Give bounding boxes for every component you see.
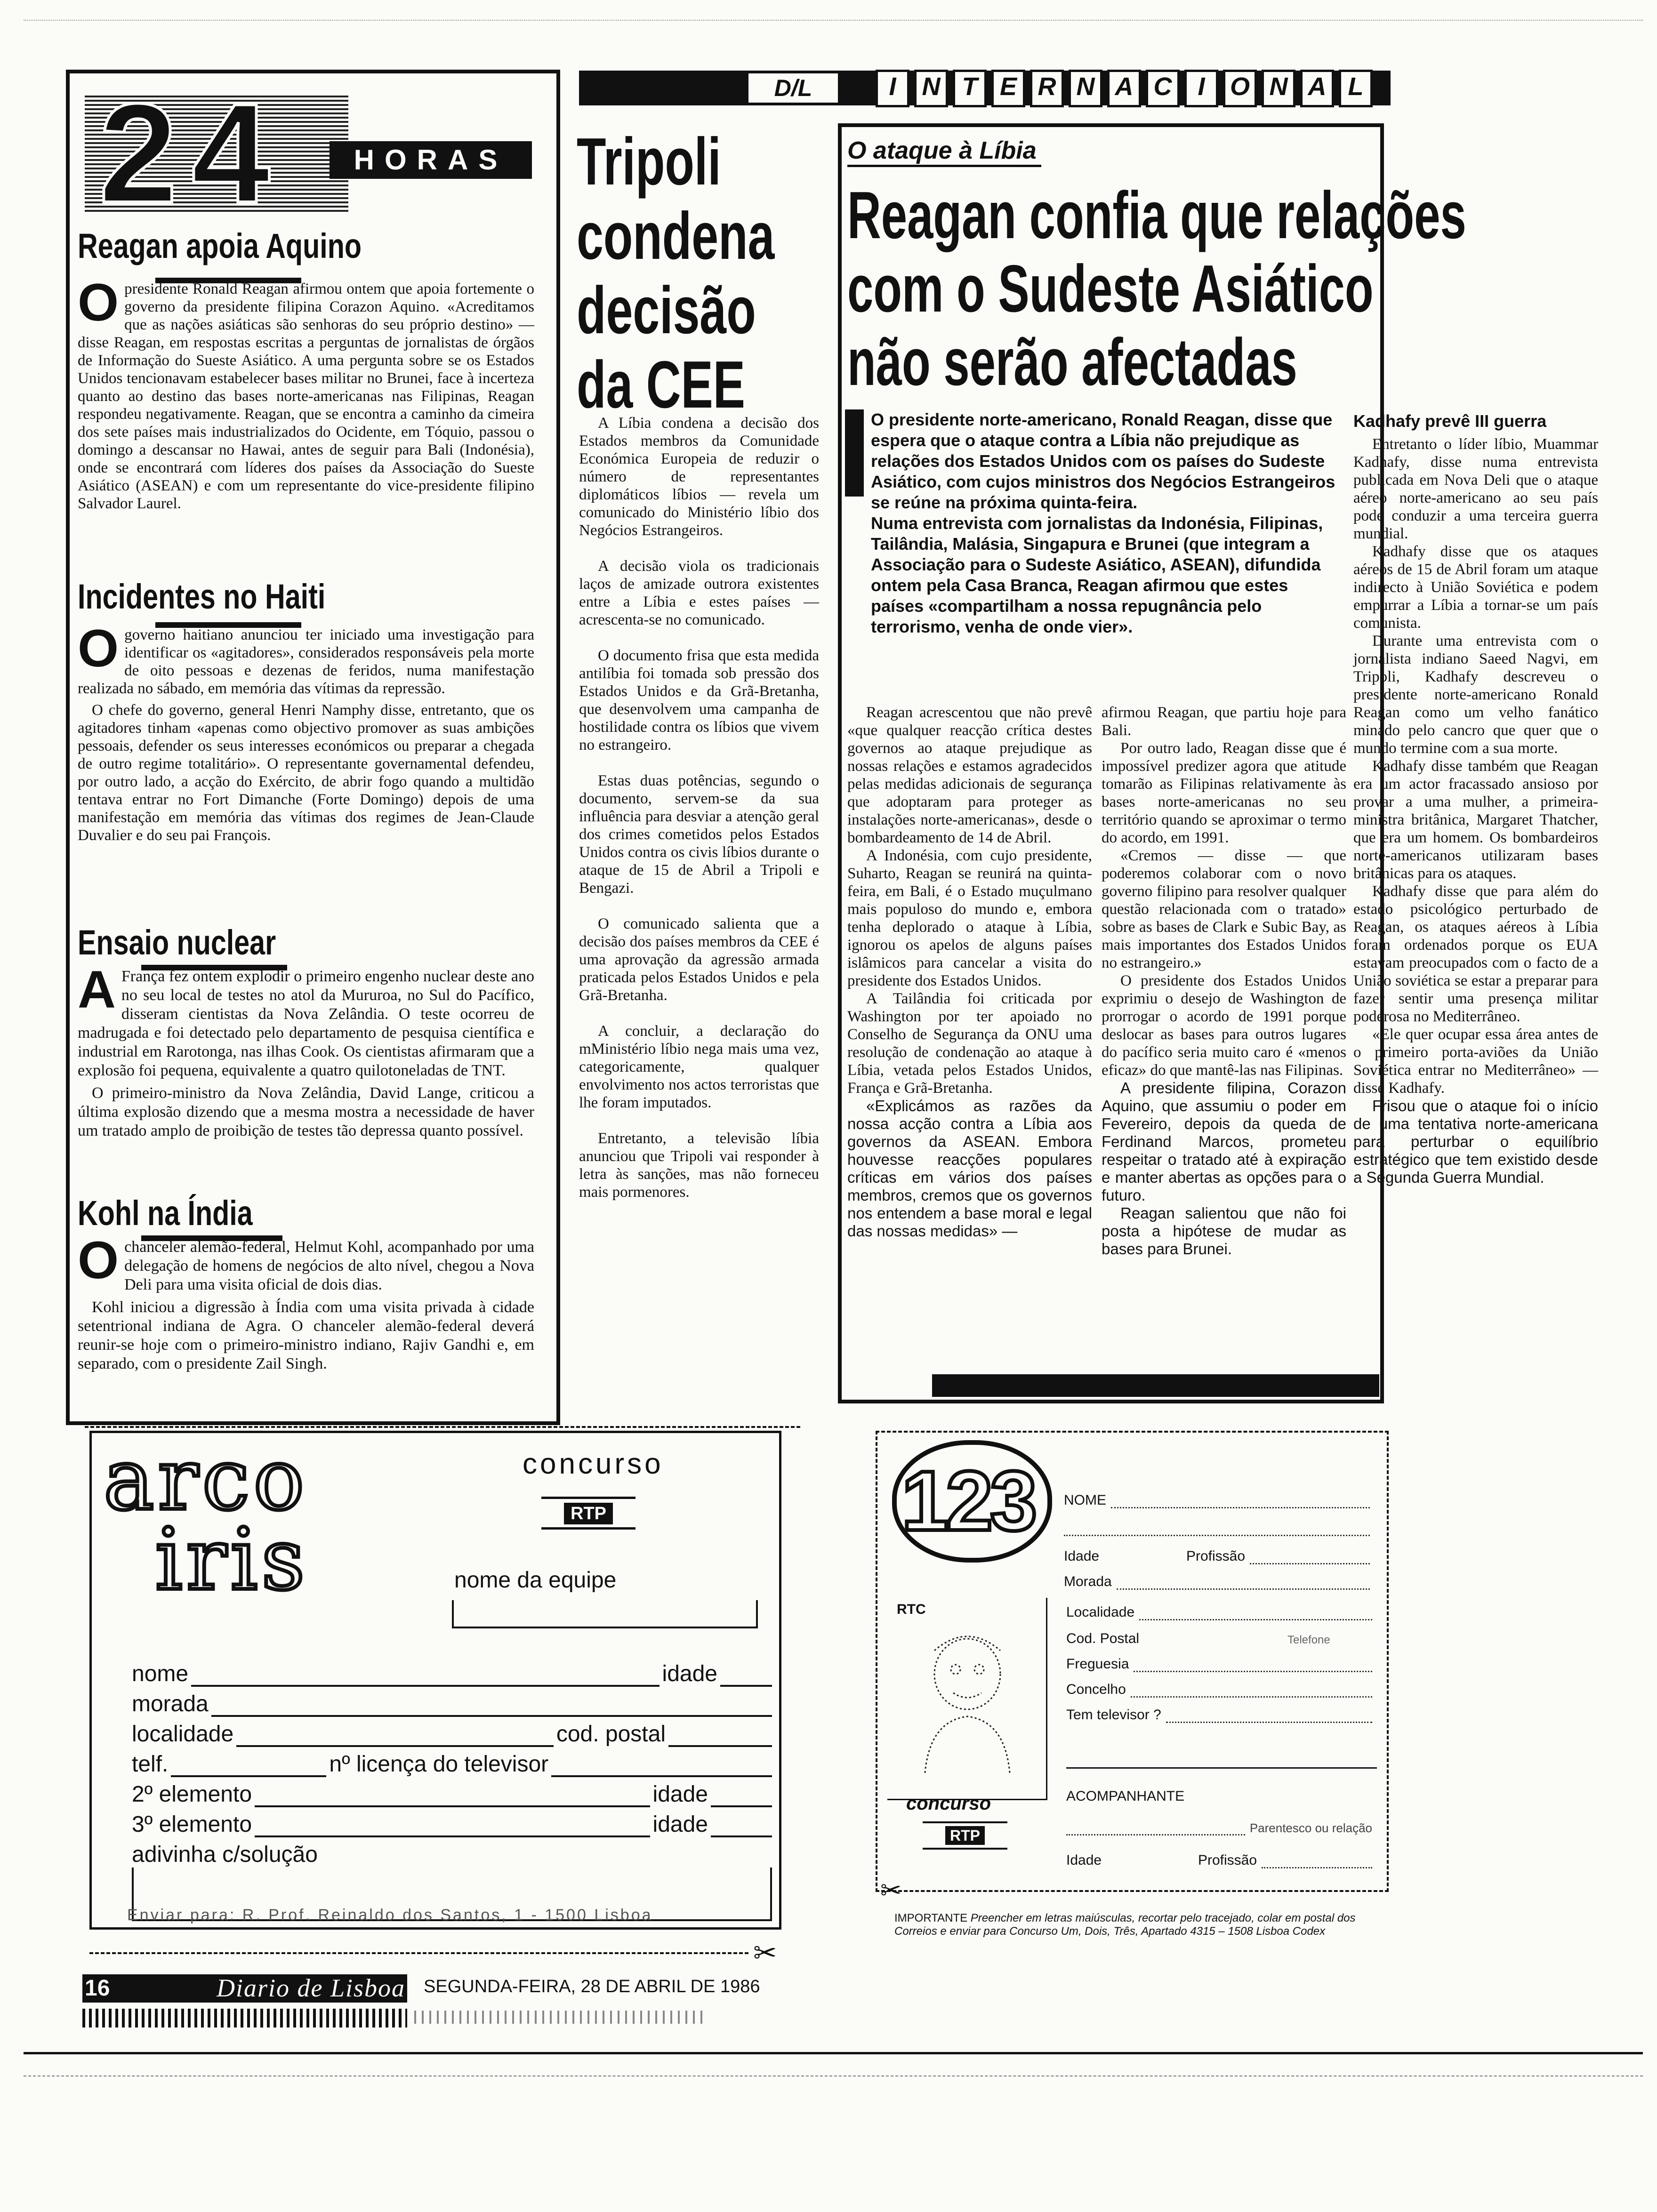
coupon-important: [894, 1912, 1365, 1938]
arco-cut-line: [85, 1426, 800, 1428]
field-label: localidade: [132, 1722, 234, 1747]
page-number: 16: [85, 1976, 110, 2001]
headline-line: não serão afectadas: [847, 325, 1297, 400]
rtp-logo: [541, 1497, 635, 1530]
field-label: idade: [652, 1812, 708, 1837]
footer-decor-left: [82, 2009, 407, 2028]
banner-letter: O: [1223, 70, 1257, 107]
banner-letter: I: [1184, 70, 1218, 107]
banner-letter: A: [1300, 70, 1334, 107]
headline-line: Reagan confia que relações: [847, 178, 1466, 253]
main-paragraph: «Cremos — disse — que poderemos colaborar com o novo governo filipino para resolver qualquer questão relacionada com o tratado» sobre as bases de Clark e Subic Bay, as mais importantes dos Estados Unidos no estrangeiro.»: [1102, 847, 1346, 971]
main-col-1: [847, 704, 1092, 1240]
sidebar-paragraph: Durante uma entrevista com o jornalista indiano Saeed Nagvi, em Tripoli, Kadhafy descreveu o presidente norte-americano Ronald Reagan como um velho fanático minado pelo cancro que quer que o mundo termine com a sua morte.: [1353, 633, 1598, 757]
profession-input[interactable]: [1262, 1857, 1372, 1868]
age-input[interactable]: [711, 1787, 772, 1807]
scissors-icon: ✂: [880, 1876, 902, 1905]
form-row: [132, 1837, 772, 1867]
headline-line: condena: [577, 199, 775, 273]
article-text: Kohl iniciou a digressão à Índia com uma visita privada à cidade setentrional indiana de Agra. O chanceler alemão-federal deverá reunir-se hoje com o primeiro-ministro indiano, Rajiv Gandhi e, em separado, com o presidente Zail Singh.: [78, 1298, 534, 1372]
lead-text: O presidente norte-americano, Ronald Reagan, disse que espera que o ataque contra a Líbia não prejudique as relações dos Estados Unidos com os países do Sudeste Asiático, com cujos ministros dos Negócios Estrangeiros se reúne na próxima quinta-feira.: [871, 410, 1335, 512]
main-col-2: [1102, 704, 1346, 1258]
field-label: Localidade: [1066, 1604, 1135, 1620]
banner-letter: E: [991, 70, 1025, 107]
sidebar-paragraph: Kadhafy disse que os ataques aéreos de 15 de Abril foram um ataque indirecto à União Soviética e podem empurrar a Líbia a tornar-se um país comunista.: [1353, 543, 1598, 632]
name-input-line2[interactable]: [1064, 1508, 1370, 1536]
main-kicker: O ataque à Líbia: [847, 136, 1041, 167]
main-paragraph: O presidente dos Estados Unidos exprimiu o desejo de Washington de prorrogar o acordo de 1991 porque deslocar as bases para outros lugares do pacífico seria muito caro é «menos eficaz» do que mantê-las nas Filipinas.: [1102, 972, 1346, 1079]
form-row: [1066, 1672, 1372, 1698]
article-text: governo haitiano anunciou ter iniciado uma investigação para identificar os «agitadores», considerados responsáveis pela morte de oito pessoas e dezenas de feridos, numa manifestação realizada no sábado, em memória das vítimas da repressão.: [78, 626, 534, 697]
banner-letter: I: [876, 70, 909, 107]
dropcap: O: [78, 1231, 119, 1290]
sidebar-paragraph: Kadhafy disse também que Reagan era um actor fracassado ansioso por provar a uma mulher, a primeira-ministra britânica, Margaret Thatcher, que era um homem. Os bombardeiros norte-americanos utilizaram bases britânicas para os ataques.: [1353, 758, 1598, 882]
sidebar-paragraph: Frisou que o ataque foi o início de uma tentativa norte-americana para perturbar o equilíbrio estratégico que tem existido desde a Segunda Guerra Mundial.: [1353, 1097, 1598, 1186]
companion-input[interactable]: [1066, 1824, 1245, 1835]
address-input[interactable]: [211, 1696, 772, 1717]
age-input[interactable]: [711, 1817, 772, 1837]
form-row: [132, 1657, 772, 1687]
article-title: Kohl na Índia: [78, 1194, 253, 1233]
field-label: nº licença do televisor: [329, 1752, 549, 1777]
main-headline: [847, 178, 1466, 400]
form-row: [1066, 1698, 1372, 1723]
banner-letter: N: [1262, 70, 1295, 107]
county-input[interactable]: [1131, 1686, 1372, 1698]
field-label: Profissão: [1198, 1852, 1257, 1868]
sidebar-paragraph: «Ele quer ocupar essa área antes de o primeiro porta-aviões da União Soviética entrar no Mediterrâneo» — disse Kadhafy.: [1353, 1026, 1598, 1097]
coupon-form-bottom: [1066, 1788, 1372, 1868]
article-title: Reagan apoia Aquino: [78, 226, 362, 265]
article-text: França fez ontem explodir o primeiro engenho nuclear deste ano no seu local de testes no atol da Mururoa, no Sul do Pacífico, disseram cientistas da Nova Zelândia. O teste ocorreu de madrugada e foi detectado pelo departamento de pesquisa científica e industrial em Rarotonga, nas ilhas Cook. Os cientistas afirmaram que a explosão foi pequena, equivalente a quatro quilotoneladas de TNT.: [78, 968, 534, 1079]
name-input[interactable]: [191, 1666, 659, 1687]
arco-logo-top: arco: [104, 1431, 308, 1529]
main-paragraph: Por outro lado, Reagan disse que é impossível predizer agora que atitude tomarão as Filipinas relativamente às bases norte-americanas no seu território quando se aproximar o termo do acordo, em 1991.: [1102, 740, 1346, 846]
section-banner-letters: [876, 70, 1393, 107]
arco-logo-bottom: iris: [155, 1511, 309, 1609]
banner-letter: L: [1339, 70, 1373, 107]
second-member-input[interactable]: [255, 1787, 650, 1807]
article-body: [78, 1231, 534, 1377]
parish-input[interactable]: [1134, 1660, 1372, 1672]
tripoli-paragraph: A Líbia condena a decisão dos Estados membros da Comunidade Económica Europeia de reduzir o número de representantes diplomáticos líbios — revela um comunicado do Ministério líbio dos Negócios Estrangeiros.: [579, 415, 819, 539]
main-paragraph: afirmou Reagan, que partiu hoje para Bali.: [1102, 704, 1346, 739]
important-label: IMPORTANTE: [894, 1912, 968, 1924]
field-label: nome: [132, 1661, 189, 1686]
arco-form: [132, 1657, 772, 1921]
main-paragraph: Reagan salientou que não foi posta a hipótese de mudar as bases para Brunei.: [1102, 1204, 1346, 1258]
field-label: Telefone: [1287, 1634, 1330, 1646]
rtc-label: RTC: [897, 1602, 926, 1617]
horas-number: 24: [99, 74, 284, 232]
lead-bar: [845, 409, 864, 497]
field-label: Cod. Postal: [1066, 1631, 1140, 1646]
field-label: NOME: [1064, 1492, 1106, 1508]
form-row: [132, 1807, 772, 1837]
coupon-rtp-logo: [923, 1821, 1007, 1850]
tripoli-paragraph: A concluir, a declaração do mMinistério líbio nega mais uma vez, categoricamente, qualquer envolvimento nos actos terroristas que lhe foram imputados.: [579, 1023, 819, 1111]
field-label: telf.: [132, 1752, 169, 1777]
headline-line: da CEE: [577, 347, 745, 422]
address-input[interactable]: [1117, 1577, 1370, 1590]
rtp-logo-text: RTP: [564, 1503, 613, 1524]
tripoli-body: [579, 414, 819, 1205]
field-label: Morada: [1064, 1574, 1112, 1589]
field-label: Freguesia: [1066, 1656, 1129, 1672]
form-row: [1066, 1647, 1372, 1672]
article-body: [78, 273, 534, 516]
dropcap: O: [78, 619, 119, 678]
profession-input[interactable]: [1250, 1552, 1370, 1564]
postal-code-input[interactable]: [668, 1726, 772, 1747]
dropcap: A: [78, 960, 116, 1019]
important-text: Preencher em letras maiúsculas, recortar pelo tracejado, colar em postal dos Correios e enviar para Concurso Um, Dois, Três, Apartado 4315 – 1508 Lisboa Codex: [894, 1912, 1356, 1938]
arco-concurso: concurso: [523, 1448, 664, 1480]
rtc-photo: [887, 1598, 1047, 1800]
arco-footer: Enviar para: R. Prof. Reinaldo dos Santos, 1 - 1500 Lisboa: [127, 1906, 653, 1924]
banner-letter: R: [1030, 70, 1064, 107]
locality-input[interactable]: [236, 1726, 554, 1747]
field-label: 3º elemento: [132, 1812, 252, 1837]
banner-letter: C: [1146, 70, 1180, 107]
field-label: idade: [652, 1782, 708, 1807]
form-row: [132, 1747, 772, 1777]
team-name-input[interactable]: [452, 1600, 758, 1628]
tv-input[interactable]: [1166, 1711, 1372, 1723]
lead-text: Numa entrevista com jornalistas da Indonésia, Filipinas, Tailândia, Malásia, Singapura e Brunei (que integram a Associação para o Sudeste Asiático, ASEAN), difundida ontem pela Casa Branca, Reagan afirmou que estes países «compartilham a nossa repugnância pelo terrorismo, venha de onde vier».: [871, 513, 1323, 636]
field-label: morada: [132, 1691, 209, 1716]
coupon-concurso: concurso: [906, 1793, 991, 1814]
horas-word: HORAS: [330, 141, 532, 179]
field-label: 2º elemento: [132, 1782, 252, 1807]
banner-letter: N: [1069, 70, 1102, 107]
article-text: chanceler alemão-federal, Helmut Kohl, acompanhado por uma delegação de homens de negócios de alto nível, chegou a Nova Deli para uma visita oficial de dois dias.: [124, 1238, 534, 1293]
main-col-3: [1353, 435, 1598, 1186]
tripoli-paragraph: A decisão viola os tradicionais laços de amizade outrora existentes entre a Líbia e estes países — acrescenta-se no comunicado.: [579, 558, 819, 628]
field-label: idade: [662, 1661, 717, 1686]
sidebar-paragraph: Kadhafy disse que para além do estado psicológico perturbado de Reagan, os ataques aéreos à Líbia foram ordenados porque os EUA estavam preocupados com o facto de a União soviética se estar a preparar para fazer sentir uma presença militar poderosa no Mediterrâneo.: [1353, 883, 1598, 1025]
main-bottom-bar: [932, 1374, 1379, 1397]
article-text: O primeiro-ministro da Nova Zelândia, David Lange, criticou a última explosão dizendo que a mesma mostra a necessidade de haver um tratado amplo de proibição de testes tão depressa quanto possível.: [78, 1084, 534, 1139]
form-row: [1064, 1564, 1370, 1590]
tripoli-paragraph: O documento frisa que esta medida antilíbia foi tomada sob pressão dos Estados Unidos e da Grã-Bretanha, que desenvolvem uma campanha de hostilidade contra os líbios que vivem no estrangeiro.: [579, 647, 819, 753]
coupon-form-top: [1064, 1485, 1370, 1590]
caricature-icon: [897, 1622, 1038, 1778]
tripoli-paragraph: Estas duas potências, segundo o documento, servem-se da sua influência para desviar a atenção geral dos crimes cometidos pelos Estados Unidos contra os civis líbios durante o ataque de 15 de Abril a Tripoli e Bengazi.: [579, 772, 819, 897]
logo-123-text: 123: [901, 1454, 1035, 1548]
companion-label: ACOMPANHANTE: [1066, 1788, 1185, 1804]
form-row: [1064, 1536, 1370, 1564]
team-label: nome da equipe: [454, 1568, 617, 1593]
article-title: Ensaio nuclear: [78, 923, 276, 962]
sidebar-paragraph: Entretanto o líder líbio, Muammar Kadhafy, disse numa entrevista publicada em Nova Deli que o ataque aéreo norte-americano ao seu país pode conduzir a uma terceira guerra mundial.: [1353, 436, 1598, 542]
field-label: Idade: [1066, 1852, 1102, 1868]
tripoli-paragraph: O comunicado salienta que a decisão dos países membros da CEE é uma aprovação da agressão armada praticada pelos Estados Unidos e pela Grã-Bretanha.: [579, 915, 819, 1004]
field-label: Profissão: [1186, 1548, 1246, 1564]
footer-date: SEGUNDA-FEIRA, 28 DE ABRIL DE 1986: [424, 1977, 760, 1996]
dropcap: O: [78, 273, 119, 332]
coupon-form-mid: [1066, 1598, 1372, 1723]
rtp-logo-text: RTP: [945, 1826, 985, 1845]
third-member-input[interactable]: [255, 1817, 650, 1837]
section-banner-badge: D/L: [748, 73, 838, 103]
main-paragraph: A presidente filipina, Corazon Aquino, que assumiu o poder em Fevereiro, depois da queda de Ferdinand Marcos, prometeu respeitar o tratado até à expiração e manter abertas as opções para o futuro.: [1102, 1079, 1346, 1204]
arco-cut-line-bottom: [89, 1952, 748, 1954]
form-row: [1066, 1598, 1372, 1620]
headline-line: decisão: [577, 273, 756, 348]
banner-letter: A: [1107, 70, 1141, 107]
arco-logo: [104, 1431, 442, 1609]
locality-input[interactable]: [1139, 1609, 1372, 1620]
tripoli-paragraph: Entretanto, a televisão líbia anunciou que Tripoli vai responder à letra às sanções, mas não forneceu mais pormenores.: [579, 1130, 819, 1201]
form-row: [1066, 1812, 1372, 1835]
field-label: Concelho: [1066, 1682, 1126, 1697]
coupon-divider: [1066, 1767, 1377, 1769]
form-row: [1066, 1620, 1372, 1647]
page-edge-line: [24, 2052, 1643, 2054]
main-paragraph: A Indonésia, com cujo presidente, Suharto, Reagan se reunirá na quinta-feira, em Bali, é o Estado muçulmano mais populoso do mundo e, embora tenha deplorado o ataque à Líbia, ignorou os apelos de alguns países islâmicos para cancelar a visita do presidente dos Estados Unidos.: [847, 847, 1092, 989]
age-input[interactable]: [720, 1666, 772, 1687]
name-input[interactable]: [1111, 1496, 1370, 1508]
form-row: [132, 1687, 772, 1717]
form-row: [132, 1777, 772, 1807]
field-label: Tem televisor ?: [1066, 1707, 1161, 1723]
form-row: [1066, 1835, 1372, 1868]
tripoli-headline: [577, 125, 774, 422]
article-text: presidente Ronald Reagan afirmou ontem que apoia fortemente o governo da presidente filipina Corazon Aquino. «Acreditamos que as nações asiáticas são senhoras do seu próprio destino» — disse Reagan, em respostas escritas a perguntas de jornalistas de órgãos de Informação do Sueste Asiático. A uma pergunta sobre se os Estados Unidos tencionavam estabelecer bases militar no Brunei, face à incerteza quanto ao destino das bases norte-americanas nas Filipinas, Reagan respondeu negativamente. Reagan, que se encontra a caminho da cimeira dos sete países mais industrializados do Ocidente, em Tóquio, passou o domingo a descansar no Hawai, antes de seguir para Bali (Indonésia), onde se encontrará com líderes dos países da Associação do Sueste Asiático (ASEAN) e com um representante do vice-presidente filipino Salvador Laurel.: [78, 281, 534, 512]
headline-line: Tripoli: [577, 124, 721, 199]
tv-license-input[interactable]: [551, 1756, 772, 1777]
article-body: [78, 960, 534, 1144]
sidebar-title: Kadhafy prevê III guerra: [1353, 411, 1547, 431]
form-row: [1064, 1485, 1370, 1508]
field-label: Idade: [1064, 1548, 1100, 1564]
article-title: Incidentes no Haiti: [78, 577, 326, 616]
banner-letter: T: [953, 70, 987, 107]
main-lead: [871, 409, 1342, 637]
form-row: [132, 1717, 772, 1747]
masthead: Diario de Lisboa: [217, 1974, 406, 2002]
field-label: adivinha c/solução: [132, 1842, 318, 1867]
banner-letter: N: [914, 70, 948, 107]
field-label: cod. postal: [556, 1722, 666, 1747]
footer-decor-right: [414, 2011, 706, 2024]
main-paragraph: A Tailândia foi criticada por Washington por ter apoiado no Conselho de Segurança da ONU uma resolução de condenação ao ataque à Líbia, vetada pelos Estados Unidos, França e Grã-Bretanha.: [847, 990, 1092, 1097]
phone-input[interactable]: [171, 1756, 326, 1777]
main-paragraph: «Explicámos as razões da nossa acção contra a Líbia aos governos da ASEAN. Embora houvesse reacções populares críticas em vários dos países membros, cremos que os governos nos entendem a base moral e legal das nossas medidas» —: [847, 1097, 1092, 1240]
article-text: O chefe do governo, general Henri Namphy disse, entretanto, que os agitadores tinham «apenas como objectivo promover as suas ambições pessoais, defender os seus interesses económicos ou preparar a chegada de outro regime totalitário». O representante governamental defendeu, por outro lado, a acção do Exército, de abrir fogo quando a multidão tentava entrar no Fort Dimanche (Forte Domingo) depois de uma manifestação em memória das vítimas dos regimes de Jean-Claude Duvalier e do seu pai François.: [78, 702, 534, 844]
field-label: Parentesco ou relação: [1249, 1821, 1372, 1835]
main-paragraph: Reagan acrescentou que não prevê «que qualquer reacção crítica destes governos ao ataque prejudique as nossas relações e estamos agradecidos pelas medidas adicionais de segurança que adoptaram para proteger as instalações norte-americanas», desde o bombardeamento de 14 de Abril.: [847, 704, 1092, 846]
page-edge-line: [24, 20, 1643, 21]
headline-line: com o Sudeste Asiático: [847, 251, 1374, 326]
article-body: [78, 619, 534, 848]
scissors-icon: ✂: [753, 1938, 777, 1969]
